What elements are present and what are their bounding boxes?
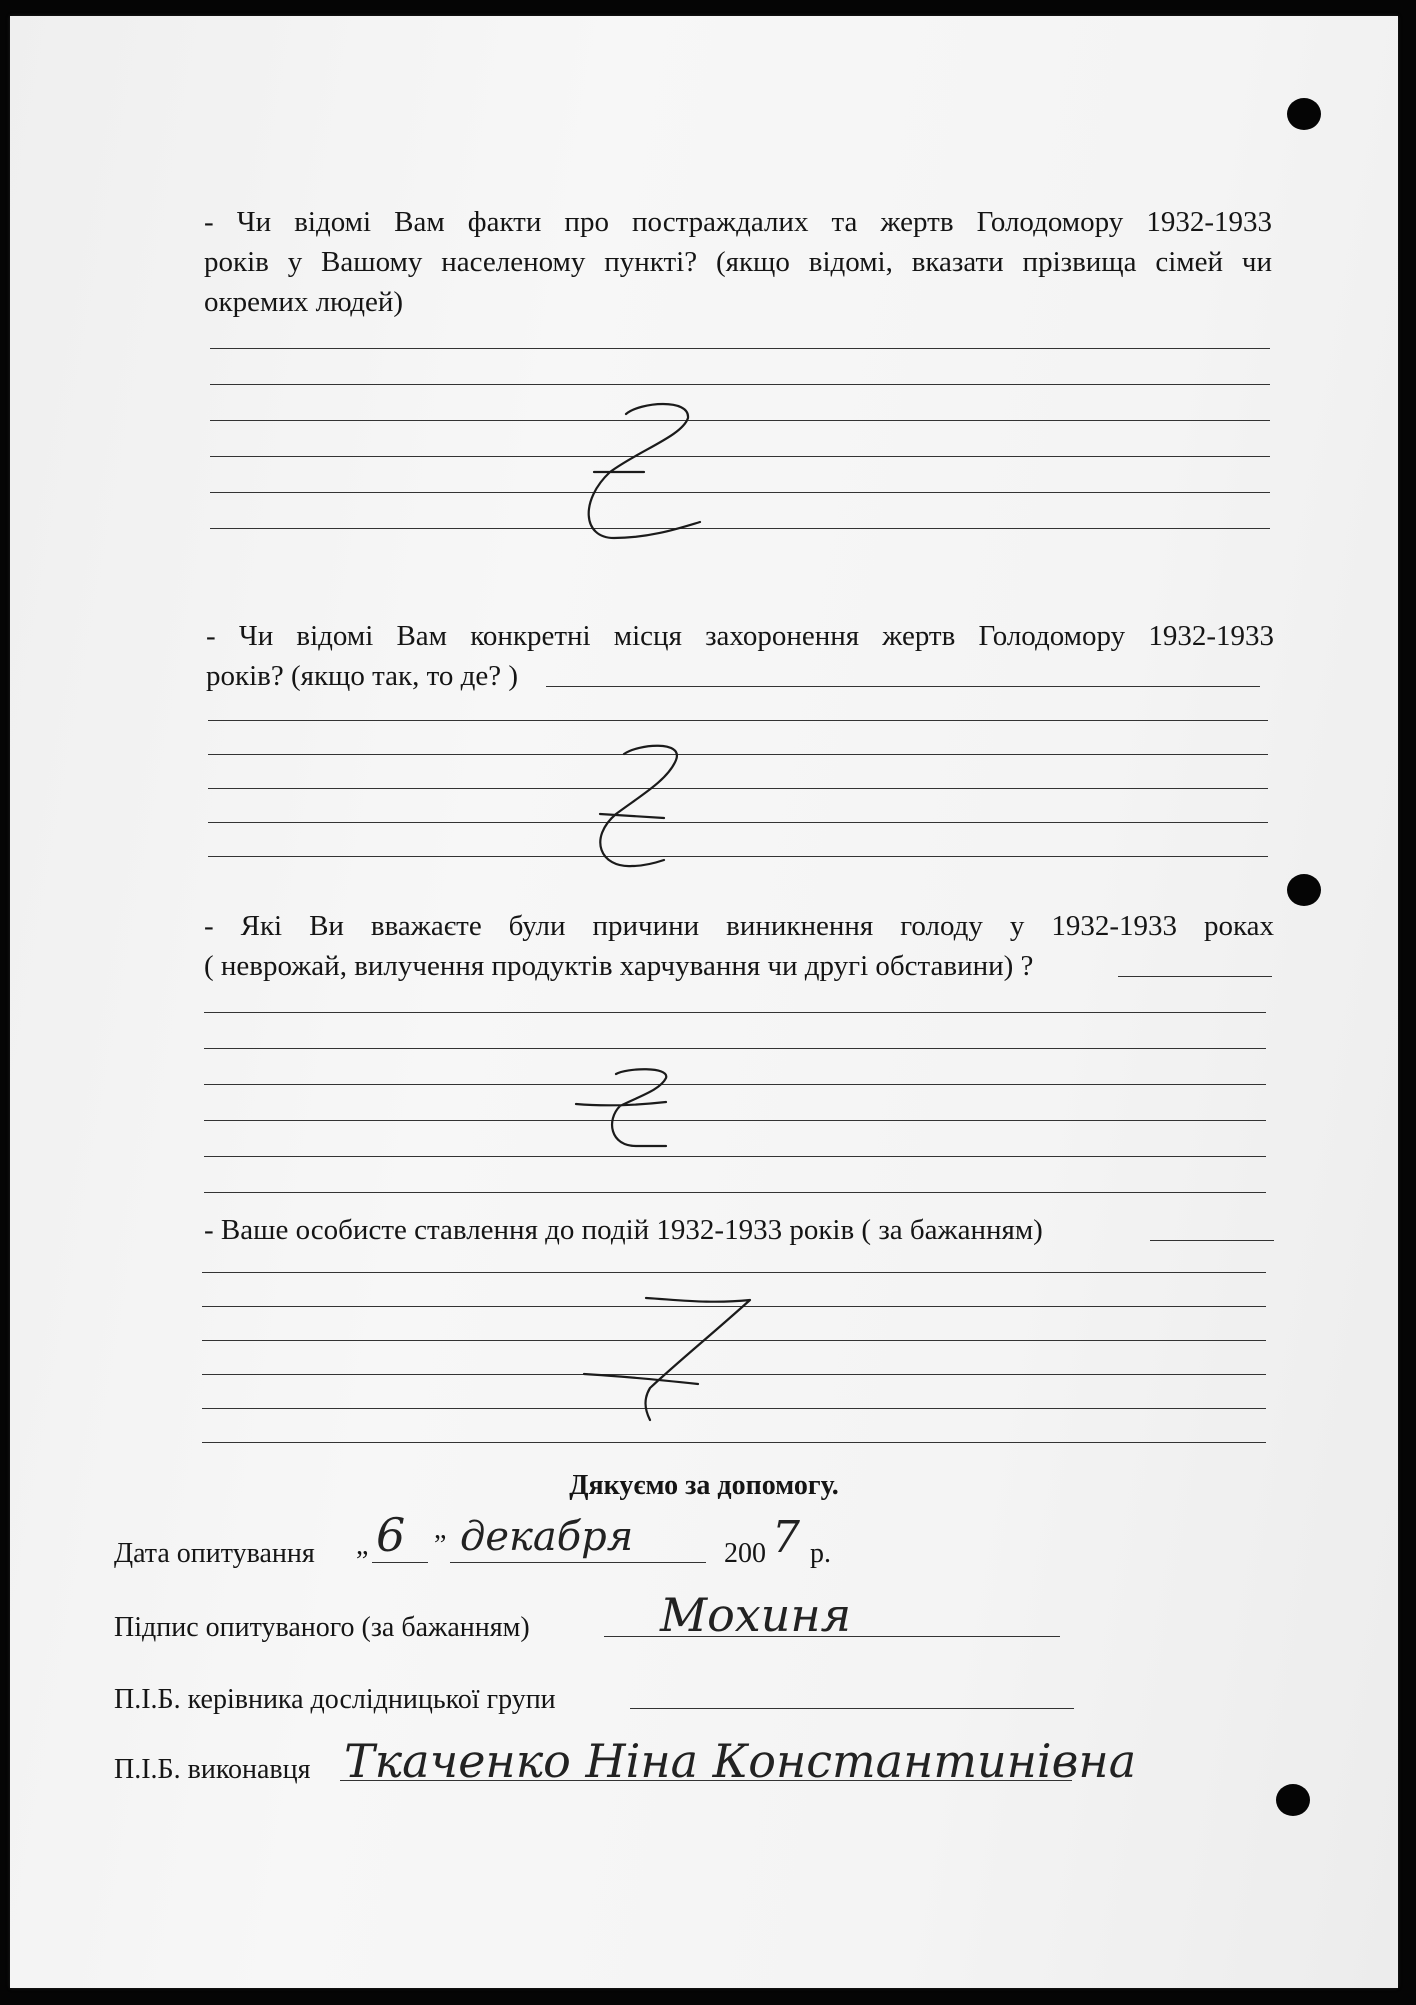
executor-value: Ткаченко Ніна Константинівна (344, 1734, 1137, 1788)
answer-line (1118, 976, 1272, 977)
answer-line (208, 856, 1268, 857)
answer-line (208, 822, 1268, 823)
answer-line (208, 720, 1268, 721)
answer-line (210, 384, 1270, 385)
answer-line (546, 686, 1260, 687)
answer-line (210, 456, 1270, 457)
date-day-line (372, 1562, 428, 1563)
answer-line (204, 1084, 1266, 1085)
answer-line (210, 528, 1270, 529)
question-3-line-1: - Які Ви вважаєте були причини виникнення голоду у 1932-1933 роках (204, 910, 1274, 942)
date-label: Дата опитування (114, 1538, 315, 1569)
executor-label: П.І.Б. виконавця (114, 1754, 311, 1785)
leader-label: П.І.Б. керівника дослідницької групи (114, 1684, 556, 1715)
answer-line (208, 754, 1268, 755)
answer-line (204, 1120, 1266, 1121)
date-month: декабря (460, 1514, 634, 1560)
handwritten-z-mark (580, 726, 730, 876)
date-day: 6 (376, 1508, 406, 1562)
answer-line (1150, 1240, 1274, 1241)
question-2-line-2: років? (якщо так, то де? ) (206, 660, 519, 692)
answer-line (202, 1442, 1266, 1443)
signature-line (604, 1636, 1060, 1637)
answer-line (202, 1272, 1266, 1273)
handwritten-z-mark (570, 388, 730, 558)
question-4-line-1: - Ваше особисте ставлення до подій 1932-1933 років ( за бажанням) (204, 1214, 1043, 1246)
question-1-line-3: окремих людей) (204, 286, 404, 318)
answer-line (210, 420, 1270, 421)
date-year-suffix: р. (810, 1538, 831, 1569)
handwritten-z-mark (580, 1276, 760, 1426)
answer-line (210, 348, 1270, 349)
handwritten-z-mark (570, 1056, 690, 1156)
signature-value: Мохиня (660, 1588, 852, 1642)
binder-hole (1276, 1784, 1310, 1816)
questionnaire-sheet (10, 16, 1398, 1988)
date-open-quote: „ (356, 1530, 369, 1561)
date-month-line (450, 1562, 706, 1563)
question-1-line-1: - Чи відомі Вам факти про постраждалих та жертв Голодомору 1932-1933 (204, 206, 1272, 238)
question-3-line-2: ( неврожай, вилучення продуктів харчування чи другі обставини) ? (204, 950, 1034, 982)
signature-label: Підпис опитуваного (за бажанням) (114, 1612, 530, 1643)
answer-line (204, 1156, 1266, 1157)
question-2-line-1: - Чи відомі Вам конкретні місця захоронення жертв Голодомору 1932-1933 (206, 620, 1274, 652)
answer-line (204, 1012, 1266, 1013)
answer-line (208, 788, 1268, 789)
executor-line (340, 1780, 1072, 1781)
date-year-prefix: 200 (724, 1538, 766, 1569)
leader-line (630, 1708, 1074, 1709)
binder-hole (1287, 98, 1321, 130)
question-1-line-2: років у Вашому населеному пункті? (якщо відомі, вказати прізвища сімей чи (204, 246, 1272, 278)
answer-line (204, 1048, 1266, 1049)
thanks-heading: Дякуємо за допомогу. (569, 1470, 839, 1501)
answer-line (204, 1192, 1266, 1193)
binder-hole (1287, 874, 1321, 906)
answer-line (210, 492, 1270, 493)
date-year-digit: 7 (772, 1512, 800, 1563)
date-close-quote: ” (434, 1530, 447, 1561)
